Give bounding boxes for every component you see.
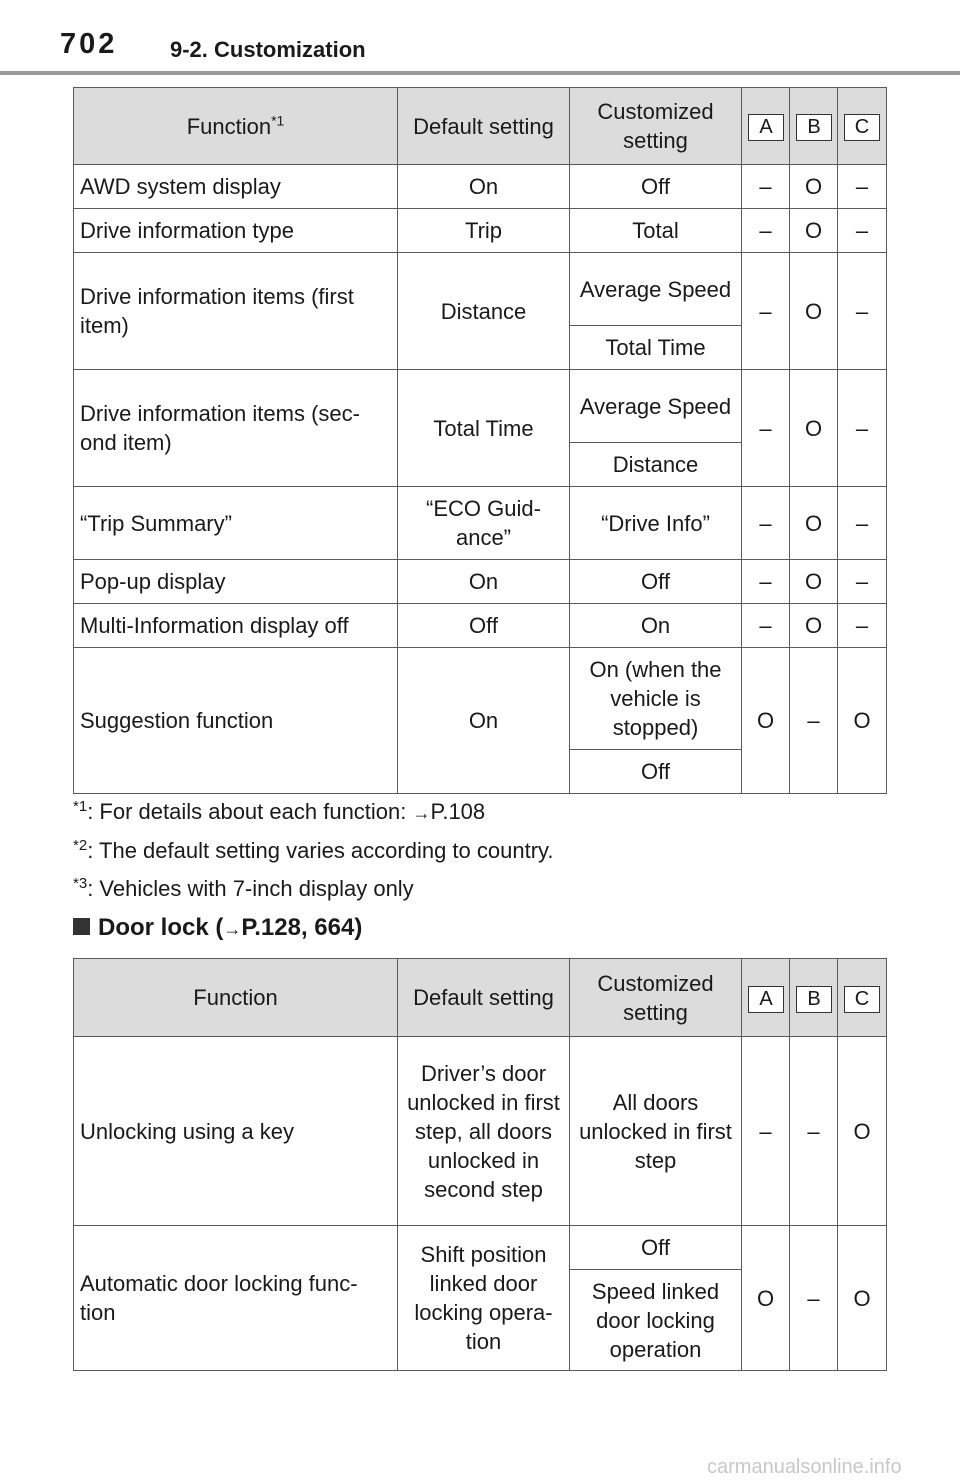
- section-title: 9-2. Customization: [170, 37, 366, 62]
- header-col-a: [742, 959, 790, 1037]
- cell-custom: Off: [570, 750, 742, 794]
- cell-function: Unlocking using a key: [74, 1037, 398, 1226]
- cell-custom: On (when the vehicle is stopped): [570, 648, 742, 750]
- col-a-label: A: [748, 114, 784, 141]
- header-rule: [0, 71, 960, 75]
- footnote-ref: *1: [271, 112, 285, 129]
- cell-custom: “Drive Info”: [570, 487, 742, 560]
- header-customized-setting: Customized setting: [570, 959, 742, 1037]
- table-row: [74, 253, 887, 326]
- cell-b: O: [790, 487, 838, 560]
- footnote-text: : Vehicles with 7-inch display only: [87, 876, 414, 901]
- cell-a: –: [742, 370, 790, 487]
- cell-b: O: [790, 209, 838, 253]
- cell-custom: Total: [570, 209, 742, 253]
- footnote-mark: *3: [73, 875, 88, 892]
- footnote-2: [73, 838, 554, 864]
- cell-custom: Distance: [570, 443, 742, 487]
- footnote-text: : For details about each function:: [87, 799, 413, 824]
- cell-b: O: [790, 604, 838, 648]
- cell-c: O: [838, 1226, 887, 1371]
- cell-c: –: [838, 253, 887, 370]
- cell-custom: All doors unlocked in first step: [570, 1037, 742, 1226]
- cell-function: Automatic door locking func-tion: [74, 1226, 398, 1371]
- cell-custom: Speed linked door locking operation: [570, 1270, 742, 1371]
- cell-c: –: [838, 370, 887, 487]
- header-col-c: [838, 959, 887, 1037]
- cell-default: Off: [398, 604, 570, 648]
- table-row: [74, 648, 887, 750]
- col-c-label: C: [844, 114, 880, 141]
- square-bullet-icon: [73, 918, 90, 935]
- cell-default: Distance: [398, 253, 570, 370]
- cell-c: –: [838, 487, 887, 560]
- header-default-setting: Default setting: [398, 88, 570, 165]
- cell-function: Suggestion function: [74, 648, 398, 794]
- table-row: [74, 370, 887, 443]
- customization-table: [73, 87, 887, 794]
- footnote-mark: *2: [73, 837, 88, 854]
- page-header: [0, 0, 960, 76]
- cell-function: Drive information items (first item): [74, 253, 398, 370]
- cell-a: –: [742, 1037, 790, 1226]
- cell-b: O: [790, 253, 838, 370]
- cell-c: O: [838, 648, 887, 794]
- cell-a: –: [742, 165, 790, 209]
- cell-default: Trip: [398, 209, 570, 253]
- cell-function: Drive information type: [74, 209, 398, 253]
- arrow-right-icon: →: [223, 919, 242, 939]
- col-b-label: B: [796, 114, 832, 141]
- cell-a: –: [742, 604, 790, 648]
- header-col-c: [838, 88, 887, 165]
- watermark: carmanualsonline.info: [707, 1456, 902, 1478]
- arrow-right-icon: →: [412, 803, 431, 823]
- header-col-b: [790, 88, 838, 165]
- cell-c: –: [838, 209, 887, 253]
- cell-a: –: [742, 253, 790, 370]
- col-a-label: A: [748, 986, 784, 1013]
- cell-custom: On: [570, 604, 742, 648]
- cell-c: O: [838, 1037, 887, 1226]
- cell-custom: Off: [570, 1226, 742, 1270]
- table-header-row: [74, 959, 887, 1037]
- cell-function: Multi-Information display off: [74, 604, 398, 648]
- table-row: [74, 1037, 887, 1226]
- door-lock-heading: [73, 914, 362, 942]
- cell-a: –: [742, 560, 790, 604]
- header-col-a: [742, 88, 790, 165]
- cell-default: Driver’s door unlocked in first step, all doors unlocked in second step: [398, 1037, 570, 1226]
- cell-default: On: [398, 165, 570, 209]
- cell-custom: Total Time: [570, 326, 742, 370]
- table-row: [74, 560, 887, 604]
- cell-c: –: [838, 560, 887, 604]
- cell-custom: Off: [570, 165, 742, 209]
- cell-default: On: [398, 648, 570, 794]
- col-b-label: B: [796, 986, 832, 1013]
- cell-a: O: [742, 1226, 790, 1371]
- table-row: [74, 165, 887, 209]
- page-number: 702: [60, 28, 118, 60]
- col-c-label: C: [844, 986, 880, 1013]
- cell-b: O: [790, 370, 838, 487]
- cell-a: O: [742, 648, 790, 794]
- header-function: Function$^{*1}$: [74, 88, 398, 165]
- cell-b: O: [790, 165, 838, 209]
- cell-custom: Average Speed: [570, 253, 742, 326]
- header-default-setting: Default setting: [398, 959, 570, 1037]
- table-header-row: [74, 88, 887, 165]
- cell-c: –: [838, 165, 887, 209]
- table-row: [74, 487, 887, 560]
- footnote-mark: *1: [73, 798, 88, 815]
- cell-c: –: [838, 604, 887, 648]
- page-reference-link[interactable]: P.128, 664): [241, 914, 363, 941]
- table-row: [74, 604, 887, 648]
- cell-function: Drive information items (sec-ond item): [74, 370, 398, 487]
- cell-function: AWD system display: [74, 165, 398, 209]
- table-row: [74, 209, 887, 253]
- cell-b: –: [790, 1037, 838, 1226]
- cell-b: O: [790, 560, 838, 604]
- page-reference-link[interactable]: P.108: [430, 799, 486, 824]
- cell-a: –: [742, 209, 790, 253]
- header-function: Function: [74, 959, 398, 1037]
- cell-default: Shift position linked door locking opera-tion: [398, 1226, 570, 1371]
- cell-b: –: [790, 648, 838, 794]
- cell-b: –: [790, 1226, 838, 1371]
- cell-default: On: [398, 560, 570, 604]
- footnote-3: [73, 876, 414, 902]
- cell-function: Pop-up display: [74, 560, 398, 604]
- heading-text: Door lock (: [98, 914, 224, 941]
- cell-default: “ECO Guid-ance”: [398, 487, 570, 560]
- cell-custom: Average Speed: [570, 370, 742, 443]
- cell-a: –: [742, 487, 790, 560]
- door-lock-table: [73, 958, 887, 1371]
- header-col-b: [790, 959, 838, 1037]
- table-row: [74, 1226, 887, 1270]
- cell-default: Total Time: [398, 370, 570, 487]
- cell-custom: Off: [570, 560, 742, 604]
- header-customized-setting: Customized setting: [570, 88, 742, 165]
- cell-function: “Trip Summary”: [74, 487, 398, 560]
- footnote-text: : The default setting varies according to country.: [87, 838, 554, 863]
- footnote-1: [73, 799, 485, 825]
